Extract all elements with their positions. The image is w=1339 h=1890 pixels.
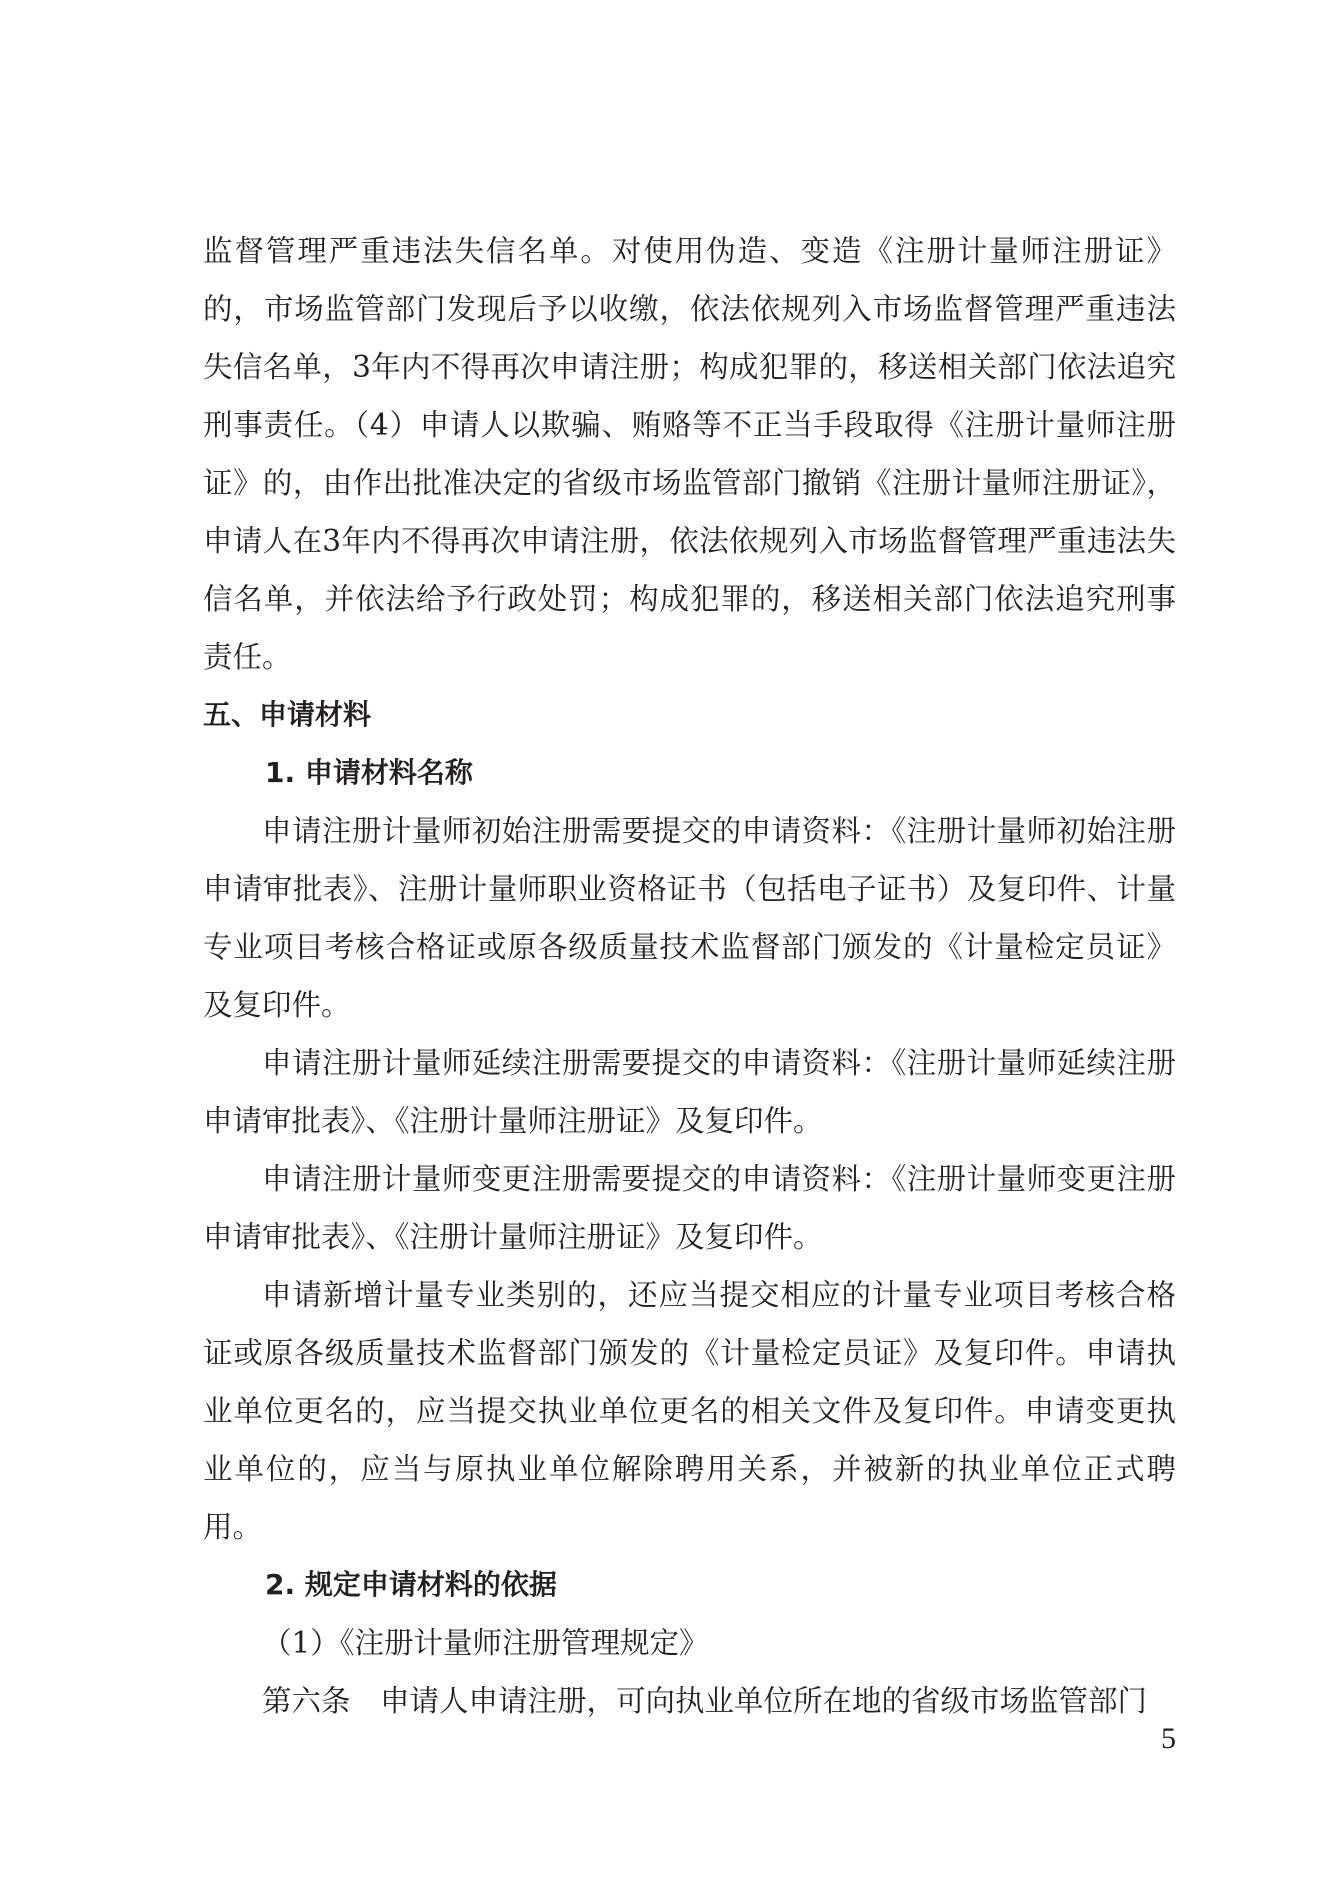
page-number: 5 bbox=[1161, 1722, 1176, 1755]
subheading-material-names: 1. 申请材料名称 bbox=[265, 756, 473, 789]
paragraph-initial-registration: 申请注册计量师初始注册需要提交的申请资料：《注册计量师初始注册申请审批表》、注册计量师职业资格证书（包括电子证书）及复印件、计量专业项目考核合格证或原各级质量技术监督部门颁发的《计量检定员证》及复印件。 bbox=[203, 814, 1176, 1022]
paragraph-renewal-registration: 申请注册计量师延续注册需要提交的申请资料：《注册计量师延续注册申请审批表》、《注册计量师注册证》及复印件。 bbox=[203, 1046, 1176, 1138]
paragraph-article-six: 第六条 申请人申请注册，可向执业单位所在地的省级市场监管部门 bbox=[262, 1684, 1148, 1718]
paragraph-regulation-title: （1）《注册计量师注册管理规定》 bbox=[262, 1626, 709, 1660]
section-heading-application-materials: 五、申请材料 bbox=[203, 698, 372, 731]
subheading-material-basis: 2. 规定申请材料的依据 bbox=[265, 1568, 557, 1601]
page-content bbox=[203, 222, 1176, 1730]
paragraph-penalties: 监督管理严重违法失信名单。对使用伪造、变造《注册计量师注册证》的，市场监管部门发现后予以收缴，依法依规列入市场监督管理严重违法失信名单，3年内不得再次申请注册；构成犯罪的，移送相关部门依法追究刑事责任。（4）申请人以欺骗、贿赂等不正当手段取得《注册计量师注册证》的，由作出批准决定的省级市场监管部门撤销《注册计量师注册证》，申请人在3年内不得再次申请注册，依法依规列入市场监督管理严重违法失信名单，并依法给予行政处罚；构成犯罪的，移送相关部门依法追究刑事责任。 bbox=[203, 234, 1176, 674]
paragraph-additional-categories: 申请新增计量专业类别的，还应当提交相应的计量专业项目考核合格证或原各级质量技术监督部门颁发的《计量检定员证》及复印件。申请执业单位更名的，应当提交执业单位更名的相关文件及复印件。申请变更执业单位的，应当与原执业单位解除聘用关系，并被新的执业单位正式聘用。 bbox=[203, 1278, 1176, 1544]
paragraph-change-registration: 申请注册计量师变更注册需要提交的申请资料：《注册计量师变更注册申请审批表》、《注册计量师注册证》及复印件。 bbox=[203, 1162, 1176, 1254]
